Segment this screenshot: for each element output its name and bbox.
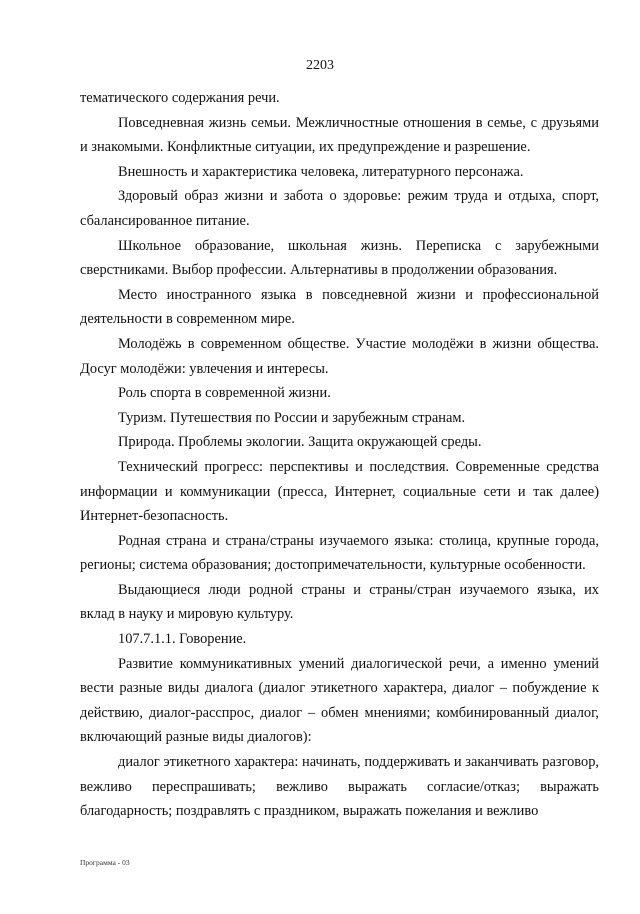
paragraph-nature: Природа. Проблемы экологии. Защита окружающей среды.	[118, 434, 482, 451]
paragraph-native-country: Родная страна и страна/страны изучаемого языка: столица, крупные города, регионы; система образования; достопримечательности, культурные особенности.	[80, 532, 599, 574]
body-text	[80, 86, 599, 824]
paragraph-family-life: Повседневная жизнь семьи. Межличностные отношения в семье, с друзьями и знакомыми. Конфликтные ситуации, их предупреждение и разрешение.	[80, 114, 599, 156]
paragraph-healthy-lifestyle: Здоровый образ жизни и забота о здоровье: режим труда и отдыха, спорт, сбалансированное питание.	[80, 188, 599, 229]
paragraph-outstanding-people: Выдающиеся люди родной страны и страны/стран изучаемого языка, их вклад в науку и мировую культуру.	[80, 581, 599, 623]
paragraph-youth: Молодёжь в современном обществе. Участие молодёжи в жизни общества. Досуг молодёжи: увлечения и интересы.	[80, 335, 599, 377]
paragraph-sport: Роль спорта в современной жизни.	[118, 385, 331, 402]
paragraph-continuation: тематического содержания речи.	[80, 90, 280, 106]
page-number: 2203	[306, 58, 334, 73]
footer-note: Программа - 03	[80, 858, 130, 867]
section-heading-speaking: 107.7.1.1. Говорение.	[118, 631, 247, 648]
paragraph-technical-progress: Технический прогресс: перспективы и последствия. Современные средства информации и коммуникации (пресса, Интернет, социальные сети и так далее) Интернет-безопасность.	[80, 458, 599, 525]
paragraph-etiquette-dialogue: диалог этикетного характера: начинать, поддерживать и заканчивать разговор, вежливо переспрашивать; вежливо выражать согласие/отказ; выражать благодарность; поздравлять с праздником, выражать пожелания и вежливо	[80, 754, 599, 820]
paragraph-foreign-language-role: Место иностранного языка в повседневной жизни и профессиональной деятельности в современном мире.	[80, 286, 599, 328]
paragraph-appearance: Внешность и характеристика человека, литературного персонажа.	[118, 163, 524, 180]
paragraph-tourism: Туризм. Путешествия по России и зарубежным странам.	[118, 409, 466, 426]
paragraph-school-education: Школьное образование, школьная жизнь. Переписка с зарубежными сверстниками. Выбор профессии. Альтернативы в продолжении образования.	[80, 237, 599, 279]
paragraph-dialogue-skills: Развитие коммуникативных умений диалогической речи, а именно умений вести разные виды диалога (диалог этикетного характера, диалог – побуждение к действию, диалог-расспрос, диалог – обмен мнениями; комбинированный диалог, включающий разные виды диалогов):	[80, 655, 599, 746]
